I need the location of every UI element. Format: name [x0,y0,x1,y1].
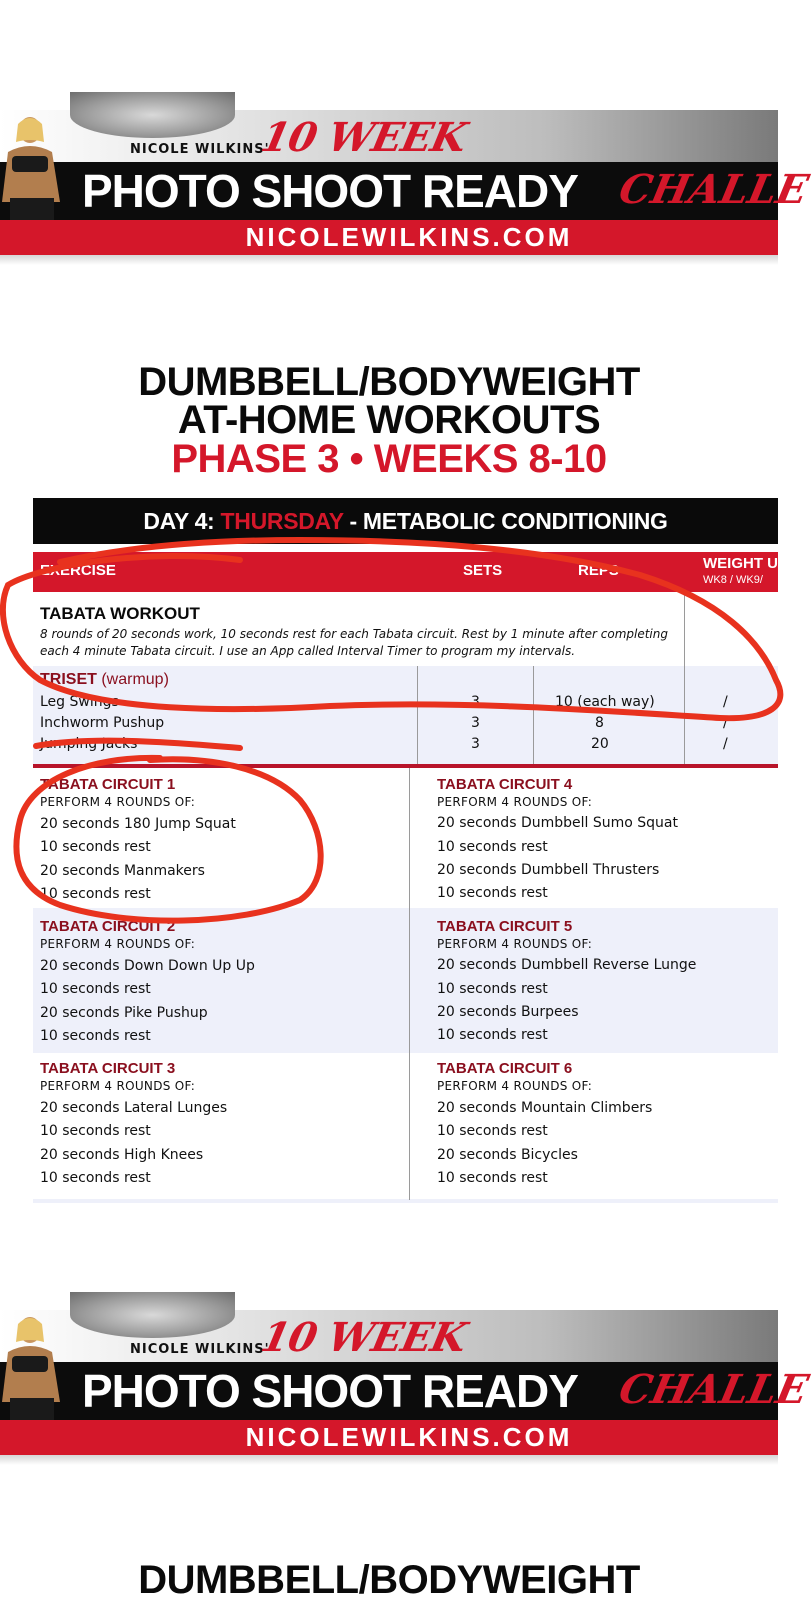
triset-row2-reps: 8 [595,715,604,731]
circuit-1-line-4: 10 seconds rest [40,886,151,902]
triset-divider-1 [417,666,418,764]
triset-divider-2 [533,666,534,764]
banner-challenge: CHALLE [615,166,812,213]
banner-top [0,110,812,255]
banner-challenge: CHALLE [615,1366,812,1413]
page-title-line1: DUMBBELL/BODYWEIGHT [138,360,640,404]
banner-shadow [0,255,778,265]
tabata-divider [684,592,685,666]
athlete-photo [0,112,72,220]
circuit-2-line-2: 10 seconds rest [40,981,151,997]
circuit-2-title: TABATA CIRCUIT 2 [40,918,176,935]
triset-row2-sets: 3 [471,715,480,731]
circuit-1-sub: PERFORM 4 ROUNDS OF: [40,795,196,809]
tabata-description: 8 rounds of 20 seconds work, 10 seconds rest for each Tabata circuit. Rest by 1 minute after completing each 4 minute Tabata circuit. I use an App called Interval Timer to program my intervals. [40,627,668,658]
triset-row1-sets: 3 [471,694,480,710]
circuit-6-title: TABATA CIRCUIT 6 [437,1060,573,1077]
triset-note: (warmup) [101,671,169,688]
circuit-3-line-3: 20 seconds High Knees [40,1147,204,1163]
circuit-6-line-2: 10 seconds rest [437,1123,548,1139]
triset-row3-weight: / [723,736,728,752]
banner-shadow-2 [0,1455,778,1465]
circuit-1-line-3: 20 seconds Manmakers [40,863,205,879]
circuit-4-title: TABATA CIRCUIT 4 [437,776,573,793]
triset-row2-weight: / [723,715,728,731]
circuit-3-line-1: 20 seconds Lateral Lunges [40,1100,228,1116]
circuit-3-title: TABATA CIRCUIT 3 [40,1060,176,1077]
circuit-1-line-1: 20 seconds 180 Jump Squat [40,816,236,832]
tabata-title: TABATA WORKOUT [40,604,200,623]
circuit-3-sub: PERFORM 4 ROUNDS OF: [40,1079,196,1093]
col-exercise: EXERCISE [40,562,116,579]
triset-row3-sets: 3 [471,736,480,752]
circuit-4-sub: PERFORM 4 ROUNDS OF: [437,795,593,809]
banner-ten-week: 10 WEEK [257,1314,471,1361]
banner-disc-graphic [70,1292,235,1338]
triset-row1-weight: / [723,694,728,710]
circuit-5-title: TABATA CIRCUIT 5 [437,918,573,935]
circuit-5-line-2: 10 seconds rest [437,981,548,997]
circuit-5-line-4: 10 seconds rest [437,1027,548,1043]
page-title-line1-repeat: DUMBBELL/BODYWEIGHT [138,1558,640,1602]
table-header [33,552,778,592]
triset-row2-exercise: Inchworm Pushup [40,715,165,731]
banner-bottom [0,1310,812,1455]
circuits-bottom-band [33,1199,778,1203]
athlete-photo [0,1312,72,1420]
circuit-3-line-2: 10 seconds rest [40,1123,151,1139]
circuit-6-line-4: 10 seconds rest [437,1170,548,1186]
banner-site-url: NICOLEWILKINS.COM [245,222,573,252]
circuit-2-sub: PERFORM 4 ROUNDS OF: [40,937,196,951]
banner-title: PHOTO SHOOT READY [82,1365,578,1417]
circuit-1-title: TABATA CIRCUIT 1 [40,776,176,793]
banner-title: PHOTO SHOOT READY [82,165,578,217]
circuit-2-line-1: 20 seconds Down Down Up Up [40,958,255,974]
triset-divider-3 [684,666,685,764]
day-weekday: THURSDAY [220,508,344,534]
tabata-info [33,592,778,666]
circuit-5-line-3: 20 seconds Burpees [437,1004,579,1020]
page-title-phase: PHASE 3 • WEEKS 8-10 [171,437,607,481]
banner-name-label: NICOLE WILKINS' [130,1342,270,1357]
circuit-2-line-4: 10 seconds rest [40,1028,151,1044]
col-weeks: WK8 / WK9/ [703,574,763,586]
circuit-4-line-2: 10 seconds rest [437,839,548,855]
triset-row1-reps: 10 (each way) [555,694,655,710]
col-weight: WEIGHT U [703,555,778,572]
circuits-divider [409,768,410,1200]
circuit-2-line-3: 20 seconds Pike Pushup [40,1005,208,1021]
banner-ten-week: 10 WEEK [257,114,471,161]
day-prefix: DAY 4: [143,508,221,534]
col-sets: SETS [463,562,503,579]
circuit-6-line-3: 20 seconds Bicycles [437,1147,578,1163]
circuit-4-line-3: 20 seconds Dumbbell Thrusters [437,862,660,878]
circuit-6-line-1: 20 seconds Mountain Climbers [437,1100,653,1116]
circuit-5-line-1: 20 seconds Dumbbell Reverse Lunge [437,957,697,973]
banner-site-url: NICOLEWILKINS.COM [245,1422,573,1452]
circuit-4-line-1: 20 seconds Dumbbell Sumo Squat [437,815,678,831]
triset-label [40,671,169,689]
circuit-4-line-4: 10 seconds rest [437,885,548,901]
triset-row3-reps: 20 [591,736,609,752]
triset-block [33,666,778,764]
circuit-1-line-2: 10 seconds rest [40,839,151,855]
page-title-line2: AT-HOME WORKOUTS [177,398,601,442]
circuit-6-sub: PERFORM 4 ROUNDS OF: [437,1079,593,1093]
triset-row3-exercise: Jumping Jacks [40,736,138,752]
circuit-3-line-4: 10 seconds rest [40,1170,151,1186]
banner-disc-graphic [70,92,235,138]
triset-row1-exercise: Leg Swings [40,694,119,710]
col-reps: REPS [578,562,619,579]
circuit-5-sub: PERFORM 4 ROUNDS OF: [437,937,593,951]
day-bar [33,498,778,544]
day-suffix: - METABOLIC CONDITIONING [343,508,668,534]
triset-label-text: TRISET [40,671,97,688]
banner-name-label: NICOLE WILKINS' [130,142,270,157]
